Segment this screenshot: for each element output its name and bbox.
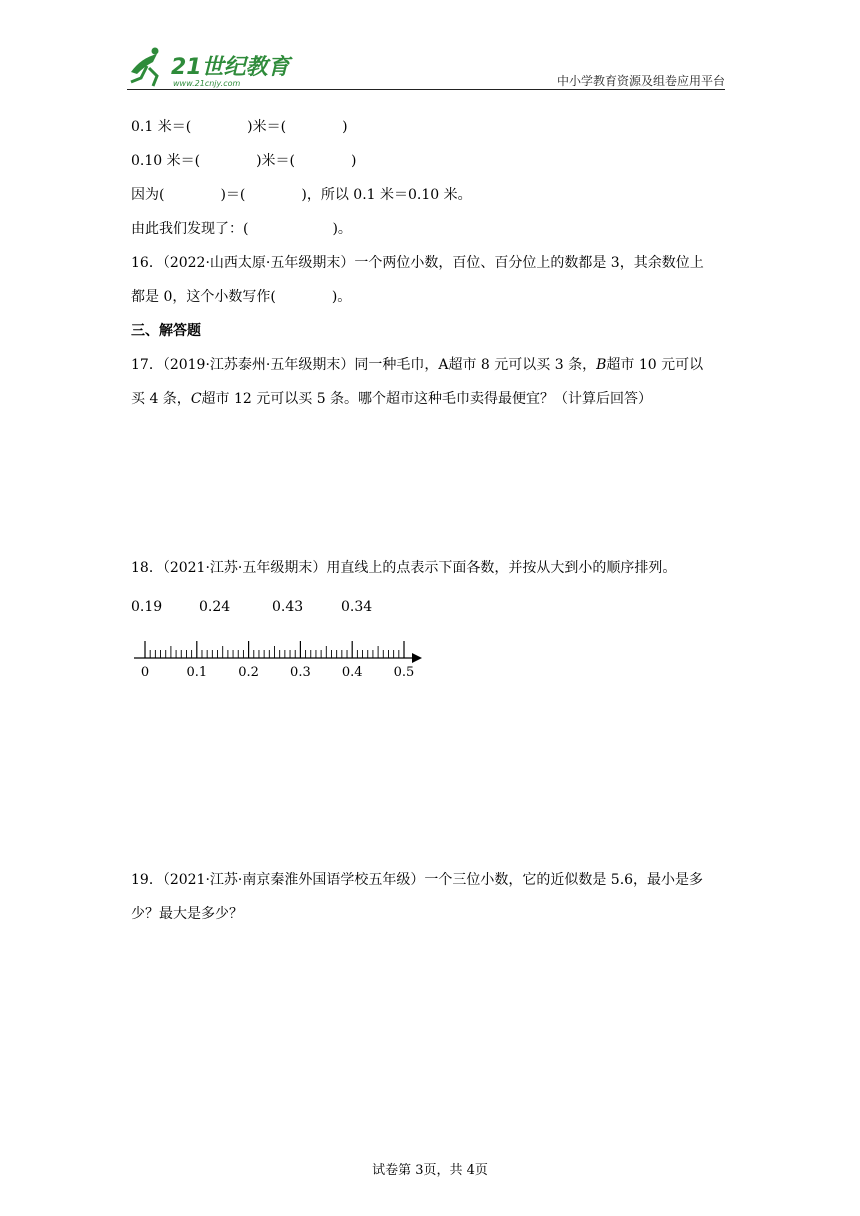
number-line-ticks <box>145 641 404 658</box>
question-18-line-1: 18．（2021·江苏·五年级期末）用直线上的点表示下面各数，并按从大到小的顺序排列。 <box>131 560 677 576</box>
logo-url: www.21cnjy.com <box>173 79 241 88</box>
question-17-line-2: 买 4 条，C超市 12 元可以买 5 条。哪个超市这种毛巾卖得最便宜？（计算后回答） <box>131 391 653 407</box>
question-16-line-2: 都是 0，这个小数写作( )。 <box>131 289 352 305</box>
number-line-label: 0.5 <box>393 665 415 680</box>
number-item: 0.43 <box>272 599 304 615</box>
number-item: 0.34 <box>341 599 373 615</box>
page-footer: 试卷第 3页，共 4页 <box>372 1163 488 1178</box>
page-header <box>127 44 725 90</box>
fill-line-1: 0.1 米＝( )米＝( ) <box>131 119 348 135</box>
number-line-labels <box>141 665 414 680</box>
header-platform-text: 中小学教育资源及组卷应用平台 <box>556 74 725 88</box>
number-line-label: 0.3 <box>290 665 311 680</box>
logo-text: 21世纪教育 <box>171 55 290 80</box>
number-line-label: 0.1 <box>186 665 208 680</box>
number-line-label: 0 <box>140 665 150 680</box>
number-line <box>130 638 425 682</box>
number-list <box>131 597 372 617</box>
number-item: 0.19 <box>131 599 163 615</box>
fill-line-3: 因为( )＝( )，所以 0.1 米＝0.10 米。 <box>131 187 472 203</box>
number-line-label: 0.2 <box>238 665 259 680</box>
question-17-line-1: 17．（2019·江苏泰州·五年级期末）同一种毛巾，A超市 8 元可以买 3 条，B超市 10 元可以 <box>131 357 704 373</box>
question-19-line-2: 少？最大是多少？ <box>131 906 243 922</box>
number-line-label: 0.4 <box>341 665 363 680</box>
number-item: 0.24 <box>199 599 231 615</box>
logo <box>127 44 297 90</box>
section-heading: 三、解答题 <box>131 323 201 339</box>
number-line-arrow <box>412 653 422 663</box>
fill-line-4: 由此我们发现了：( )。 <box>131 221 352 237</box>
fill-line-2: 0.10 米＝( )米＝( ) <box>131 153 357 169</box>
question-19-line-1: 19．（2021·江苏·南京秦淮外国语学校五年级）一个三位小数，它的近似数是 5.6，最小是多 <box>131 872 704 888</box>
header-divider <box>127 89 725 90</box>
question-16-line-1: 16．（2022·山西太原·五年级期末）一个两位小数，百位、百分位上的数都是 3，其余数位上 <box>131 255 704 271</box>
